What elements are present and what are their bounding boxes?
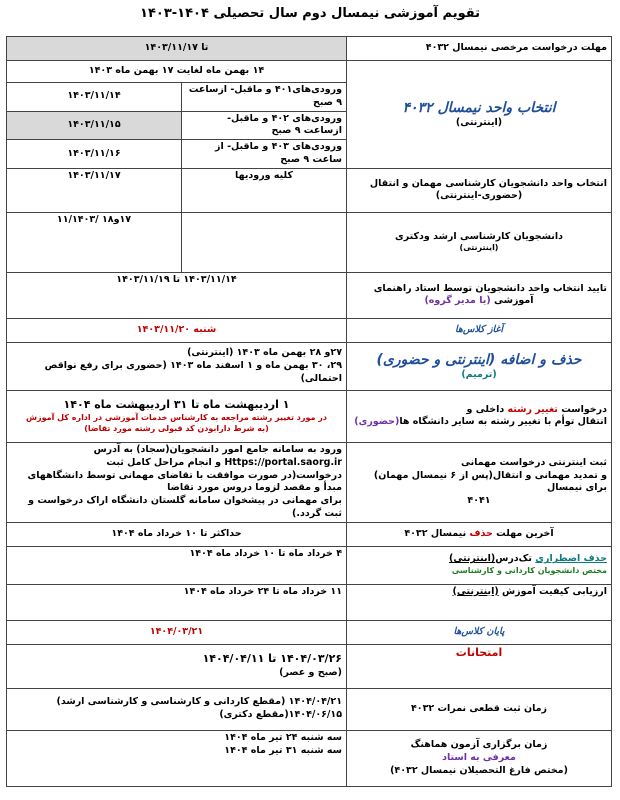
- major-change-label-a: درخواست: [561, 403, 607, 415]
- guest-label-main: انتخاب واحد دانشجویان کارشناسی مهمان و انتقال: [369, 177, 607, 189]
- emergency-label-b: تک‌درس: [495, 553, 532, 565]
- guest-request-label: [347, 442, 612, 522]
- calendar-table: [6, 36, 612, 787]
- leave-label: مهلت درخواست مرخصی نیمسال ۴۰۳۲: [347, 37, 612, 61]
- unified-exam-label: [347, 730, 612, 786]
- drop-deadline-label-c: نیمسال ۴۰۳۲: [404, 527, 467, 539]
- adddrop-value: [7, 342, 347, 390]
- row-exams: [7, 644, 612, 688]
- row-unified-exam: [7, 730, 612, 786]
- selection-sub1-date: ۱۴۰۳/۱۱/۱۴: [7, 83, 182, 112]
- exams-label: امتحانات: [347, 644, 612, 688]
- grad-date: ۱۷و۱۸ /۱۱/۱۴۰۳: [7, 212, 182, 272]
- row-drop-deadline: [7, 522, 612, 546]
- emergency-label-a: حذف اضطراری: [535, 553, 607, 565]
- major-change-label-b: تغییر رشته: [507, 403, 558, 415]
- emergency-label: [347, 546, 612, 584]
- advisor-value: ۱۴۰۳/۱۱/۱۴ تا ۱۴۰۳/۱۱/۱۹: [7, 272, 347, 318]
- guest-label: [347, 168, 612, 212]
- selection-head: ۱۴ بهمن ماه لغایت ۱۷ بهمن ماه ۱۴۰۳: [7, 61, 347, 83]
- emergency-value: ۴ خرداد ماه تا ۱۰ خرداد ماه ۱۴۰۴: [7, 546, 347, 584]
- major-change-note1: در مورد تغییر رشته مراجعه به کارشناس خدمات آموزشی در اداره کل آموزش: [26, 413, 327, 422]
- adddrop-label-sub: (ترمیم): [461, 369, 497, 381]
- selection-sub3-date: ۱۴۰۳/۱۱/۱۶: [7, 140, 182, 169]
- end-label: پایان کلاس‌ها: [347, 620, 612, 644]
- drop-deadline-label-a: آخرین مهلت: [496, 527, 554, 539]
- drop-deadline-label-b: حذف: [469, 527, 493, 539]
- advisor-label-sub: آموزشی: [494, 295, 534, 307]
- advisor-label: [347, 272, 612, 318]
- adddrop-label: [347, 342, 612, 390]
- grad-label-mode: (اینترنتی): [459, 243, 499, 253]
- grades-value: [7, 688, 347, 730]
- major-change-date: ۱ اردیبهشت ماه تا ۳۱ اردیبهشت ماه ۱۴۰۴: [63, 398, 290, 412]
- quality-label-a: ارزیابی کیفیت آموزش: [502, 585, 607, 597]
- major-change-value: [7, 390, 347, 442]
- row-grad: [7, 212, 612, 272]
- grad-empty-cell: [182, 212, 347, 272]
- exams-line2: (صبح و عصر): [279, 667, 342, 679]
- guest-request-label-l2: و تمدید مهمانی و انتقال(پس از ۶ نیمسال مهمان) برای نیمسال: [373, 469, 607, 494]
- major-change-label-d: انتقال توأم با تغییر رشته به سایر دانشگاه ها: [399, 416, 607, 428]
- guest-request-label-l3: ۴۰۴۱: [467, 495, 491, 507]
- guest-request-note2: درخواست(در صورت موافقت با تقاضای مهمانی توسط دانشگاههای مبدأ و مقصد لزوما دروس مورد تقاضا: [27, 469, 342, 494]
- row-leave: [7, 37, 612, 61]
- exams-line1: ۱۴۰۴/۰۳/۲۶ تا ۱۴۰۴/۰۴/۱۱: [202, 652, 342, 666]
- guest-label-mode: (حضوری-اینترنتی): [435, 190, 523, 202]
- selection-label: [347, 61, 612, 169]
- unified-exam-label-l1: زمان برگزاری آزمون هماهنگ: [410, 739, 548, 751]
- emergency-label-c: (اینترنتی): [448, 553, 496, 565]
- advisor-label-paren: (یا مدیر گروه): [424, 295, 491, 307]
- row-end: [7, 620, 612, 644]
- unified-exam-line1: سه شنبه ۲۴ تیر ماه ۱۴۰۴: [224, 731, 342, 743]
- exams-value: [7, 644, 347, 688]
- grades-line1: ۱۴۰۴/۰۴/۲۱ (مقطع کاردانی و کارشناسی و کارشناسی ارشد): [56, 696, 342, 708]
- portal-link[interactable]: Https://portal.saorg.ir: [224, 456, 342, 468]
- unified-exam-label-l2: معرفی به استاد: [442, 751, 516, 763]
- unified-exam-label-l3: (مختص فارغ التحصیلان نیمسال ۴۰۳۲): [390, 764, 568, 776]
- major-change-label: [347, 390, 612, 442]
- quality-label-b: (اینترنتی): [452, 585, 499, 597]
- quality-value: ۱۱ خرداد ماه تا ۲۴ خرداد ماه ۱۴۰۴: [7, 584, 347, 620]
- selection-sub2-date: ۱۴۰۳/۱۱/۱۵: [7, 111, 182, 140]
- major-change-label-e: (حضوری): [354, 416, 400, 428]
- drop-deadline-label: [347, 522, 612, 546]
- major-change-label-c: داخلی و: [466, 403, 505, 415]
- adddrop-line2: ۲۹، ۳۰ بهمن ماه و ۱ اسفند ماه ۱۴۰۳ (حضوری برای رفع نواقص احتمالی): [44, 359, 342, 384]
- unified-exam-value: [7, 730, 347, 786]
- leave-value: تا ۱۴۰۳/۱۱/۱۷: [7, 37, 347, 61]
- guest-request-note3: برای مهمانی در پیشخوان سامانه گلستان دانشگاه اراک درخواست و ثبت گردد.): [28, 495, 342, 519]
- row-guest-request: [7, 442, 612, 522]
- row-start: [7, 318, 612, 342]
- row-quality: [7, 584, 612, 620]
- quality-label: [347, 584, 612, 620]
- drop-deadline-value: حداکثر تا ۱۰ خرداد ماه ۱۴۰۴: [7, 522, 347, 546]
- guest-sub-text: کلیه ورودیها: [182, 168, 347, 212]
- advisor-label-main: تایید انتخاب واحد دانشجویان توسط استاد راهنمای: [373, 282, 607, 294]
- selection-sub1-text: ورودی‌های۴۰۱ و ماقبل- ازساعت ۹ صبح: [182, 83, 347, 112]
- row-selection-head: [7, 61, 612, 83]
- grades-label: زمان ثبت قطعی نمرات ۴۰۳۲: [347, 688, 612, 730]
- adddrop-line1: ۲۷و ۲۸ بهمن ماه ۱۴۰۳ (اینترنتی): [187, 347, 342, 359]
- adddrop-label-main: حذف و اضافه (اینترنتی و حضوری): [376, 351, 582, 368]
- guest-request-label-l1: ثبت اینترنتی درخواست مهمانی: [460, 456, 607, 468]
- grad-label-main: دانشجویان کارشناسی ارشد ودکتری: [395, 230, 563, 242]
- guest-sub-date: ۱۴۰۳/۱۱/۱۷: [7, 168, 182, 212]
- emergency-label-sub: مختص دانشجویان کاردانی و کارشناسی: [451, 566, 607, 576]
- end-value: ۱۴۰۴/۰۳/۲۱: [7, 620, 347, 644]
- selection-label-mode: (اینترنتی): [455, 117, 503, 129]
- row-grades: [7, 688, 612, 730]
- guest-request-note1-c: و انجام مراحل کامل ثبت: [106, 456, 221, 468]
- grades-line2: ۱۴۰۴/۰۶/۱۵(مقطع دکتری): [219, 709, 342, 721]
- start-label: آغاز کلاس‌ها: [347, 318, 612, 342]
- selection-sub3-text: ورودی‌های ۴۰۳ و ماقبل- از ساعت ۹ صبح: [182, 140, 347, 169]
- row-advisor: [7, 272, 612, 318]
- grad-label: [347, 212, 612, 272]
- page-title: تقویم آموزشی نیمسال دوم سال تحصیلی ۱۴۰۴-۱۴۰۳: [140, 6, 480, 21]
- selection-sub2-text: ورودی‌های ۴۰۲ و ماقبل- ازساعت ۹ صبح: [182, 111, 347, 140]
- row-guest: [7, 168, 612, 212]
- start-value: شنبه ۱۴۰۳/۱۱/۲۰: [7, 318, 347, 342]
- unified-exam-line2: سه شنبه ۳۱ تیر ماه ۱۴۰۴: [224, 744, 342, 756]
- major-change-note2: (به شرط دارابودن کد قبولی رشته مورد تقاضا): [84, 423, 269, 433]
- guest-request-note1-a: ورود به سامانه جامع امور دانشجویان(سجاد) به آدرس: [93, 443, 342, 455]
- row-adddrop: [7, 342, 612, 390]
- row-major-change: [7, 390, 612, 442]
- selection-label-main: انتخاب واحد نیمسال ۴۰۳۲: [402, 99, 556, 116]
- row-emergency: [7, 546, 612, 584]
- guest-request-value: [7, 442, 347, 522]
